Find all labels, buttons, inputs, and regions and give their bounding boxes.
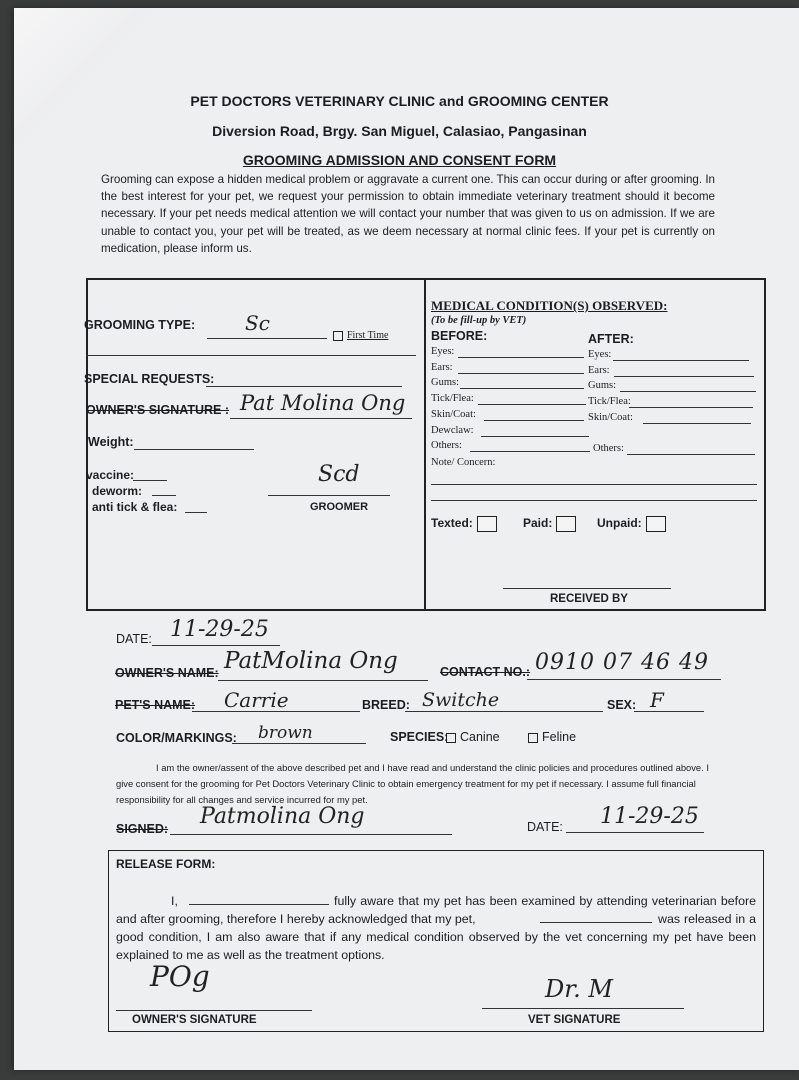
blank-line — [86, 355, 416, 356]
breed-line — [405, 711, 603, 712]
clinic-name: PET DOCTORS VETERINARY CLINIC and GROOMING CENTER — [190, 93, 609, 109]
sex-line — [634, 711, 704, 712]
clinic-address: Diversion Road, Brgy. San Miguel, Calasiao, Pangasinan — [212, 123, 587, 139]
after-item-label: Skin/Coat: — [588, 411, 633, 423]
after-item-label: Ears: — [588, 364, 610, 376]
texted-option[interactable] — [431, 516, 497, 532]
release-vet-line — [482, 1008, 684, 1009]
medical-title: MEDICAL CONDITION(S) OBSERVED: — [431, 298, 668, 313]
unpaid-checkbox[interactable] — [646, 516, 666, 532]
species-label: SPECIES: — [390, 730, 449, 744]
release-vet-signature-label: VET SIGNATURE — [528, 1014, 621, 1026]
release-i: I, — [171, 894, 178, 908]
release-title: RELEASE FORM: — [116, 857, 216, 871]
special-requests-label: SPECIAL REQUESTS: — [84, 372, 215, 386]
texted-checkbox[interactable] — [477, 516, 497, 532]
before-item-label: Others: — [431, 440, 462, 452]
before-item-line[interactable] — [481, 436, 589, 437]
paid-checkbox[interactable] — [556, 516, 576, 532]
consent-text: I am the owner/assent of the above described pet and I have read and understand the clinic policies and procedures outlined above. I give consent for the grooming for Pet Doctors Veterinary Clinic to obtain emergency treatment for my pet if necessary. I assume full financial responsibility for all changes and service incurred for my pet. — [116, 762, 709, 805]
before-item-label: Skin/Coat: — [431, 408, 476, 420]
first-time-checkbox[interactable] — [333, 331, 343, 341]
color-line — [232, 743, 366, 744]
date-line — [152, 645, 280, 646]
feline-label: Feline — [542, 730, 577, 744]
color-label: COLOR/MARKINGS: — [116, 731, 237, 745]
before-item-line[interactable] — [460, 388, 584, 389]
after-item-label: Others: — [593, 443, 624, 454]
before-item-label: Tick/Flea: — [431, 393, 474, 405]
owner-signature-label: OWNER'S SIGNATURE : — [86, 403, 230, 417]
medical-subtitle: (To be fill-up by VET) — [431, 315, 527, 326]
weight-label: Weight: — [88, 435, 134, 449]
after-item-line[interactable] — [614, 376, 754, 377]
canine-checkbox[interactable] — [446, 733, 456, 743]
after-item-line[interactable] — [613, 360, 749, 361]
owner-name-line — [218, 680, 428, 681]
breed-label: BREED: — [362, 698, 410, 712]
signed-line — [170, 834, 452, 835]
panel-divider — [424, 279, 426, 610]
special-requests-line[interactable] — [206, 386, 402, 387]
date-value[interactable]: 11-29-25 — [170, 617, 269, 642]
sex-label: SEX: — [607, 698, 637, 712]
owner-signature-line — [230, 418, 412, 419]
date-label: DATE: — [116, 632, 152, 646]
signed-value[interactable]: Patmolina Ong — [200, 804, 365, 829]
before-item-label: Gums: — [431, 377, 460, 389]
consent-date-line — [566, 832, 704, 833]
first-time-label: First Time — [347, 330, 389, 341]
before-item-line[interactable] — [458, 373, 584, 374]
first-time-option[interactable] — [333, 330, 388, 341]
after-item-label: Eyes: — [588, 349, 612, 360]
before-label: BEFORE: — [431, 329, 488, 343]
feline-checkbox[interactable] — [528, 733, 538, 743]
deworm-label: deworm: — [92, 484, 143, 498]
owner-name-label: OWNER'S NAME: — [115, 666, 219, 680]
paid-option[interactable] — [523, 516, 576, 532]
note-line-2[interactable] — [431, 500, 757, 501]
canine-option[interactable] — [446, 730, 500, 744]
unpaid-option[interactable] — [597, 516, 666, 532]
contact-line — [527, 679, 721, 680]
before-item-line[interactable] — [484, 420, 584, 421]
received-by-line[interactable] — [503, 588, 671, 589]
pet-name-value[interactable]: Carrie — [224, 688, 289, 712]
groomer-signature-value[interactable]: Scd — [318, 462, 360, 487]
deworm-line[interactable] — [152, 495, 176, 496]
contact-value[interactable]: 0910 07 46 49 — [535, 650, 709, 675]
canine-label: Canine — [460, 730, 500, 744]
after-item-line[interactable] — [627, 454, 755, 455]
release-owner-line — [116, 1010, 312, 1011]
release-owner-signature-value[interactable]: POg — [150, 960, 210, 993]
note-label: Note/ Concern: — [431, 457, 496, 468]
consent-date-label: DATE: — [527, 820, 563, 834]
weight-line[interactable] — [134, 449, 254, 450]
intro-paragraph: Grooming can expose a hidden medical problem or aggravate a current one. This can occur during or after grooming. In the best interest for your pet, we request your permission to obtain immediate veterinary treatment should it become necessary. If your pet needs medical attention we will contact your number that was given to us on admission. If we are unable to contact you, your pet will be treated, as we deem necessary at normal clinic fees. If your pet is currently on medication, please inform us. — [101, 173, 715, 255]
note-line-1[interactable] — [431, 484, 757, 485]
after-item-label: Gums: — [588, 380, 617, 392]
owner-signature-value[interactable]: Pat Molina Ong — [240, 391, 406, 415]
paid-label: Paid: — [523, 516, 553, 531]
pet-name-label: PET'S NAME: — [115, 698, 196, 712]
vaccine-label: vaccine: — [86, 468, 135, 482]
grooming-type-label: GROOMING TYPE: — [84, 318, 196, 332]
after-item-line[interactable] — [620, 391, 756, 392]
before-item-label: Eyes: — [431, 346, 455, 357]
before-item-label: Dewclaw: — [431, 424, 474, 436]
before-item-line[interactable] — [478, 404, 586, 405]
groomer-signature-line — [268, 495, 390, 496]
sex-value[interactable]: F — [650, 688, 664, 712]
breed-value[interactable]: Switche — [422, 689, 500, 711]
received-by-label: RECEIVED BY — [550, 593, 628, 605]
antitick-line[interactable] — [185, 512, 207, 513]
release-owner-signature-label: OWNER'S SIGNATURE — [132, 1014, 257, 1026]
grooming-type-value[interactable]: Sc — [245, 311, 270, 335]
unpaid-label: Unpaid: — [597, 516, 642, 531]
vaccine-line[interactable] — [133, 480, 167, 481]
before-item-line[interactable] — [458, 357, 584, 358]
consent-date-value[interactable]: 11-29-25 — [600, 804, 699, 829]
grooming-type-line — [207, 338, 327, 339]
after-item-label: Tick/Flea: — [588, 396, 631, 408]
contact-label: CONTACT NO.: — [440, 665, 531, 679]
after-label: AFTER: — [588, 332, 634, 346]
release-text-2: was released in a good condition, I am also aware that if any medical condition observed by the vet concerning my pet have been explained to me as well as the treatment options. — [116, 912, 756, 962]
signed-label: SIGNED: — [116, 822, 169, 836]
before-item-label: Ears: — [431, 361, 453, 373]
after-item-line[interactable] — [643, 423, 751, 424]
color-value[interactable]: brown — [258, 723, 313, 743]
owner-name-value[interactable]: PatMolina Ong — [224, 648, 398, 674]
release-vet-signature-value[interactable]: Dr. M — [545, 975, 613, 1003]
groomer-label: GROOMER — [310, 501, 369, 513]
feline-option[interactable] — [528, 730, 576, 744]
release-text-1: fully aware that my pet has been examined by attending veterinarian before and after grooming, therefore I hereby acknowledged that my pet, — [116, 894, 756, 926]
form-title: GROOMING ADMISSION AND CONSENT FORM — [242, 152, 557, 168]
after-item-line[interactable] — [629, 407, 753, 408]
antitick-label: anti tick & flea: — [92, 500, 178, 514]
texted-label: Texted: — [431, 516, 473, 531]
before-item-line[interactable] — [470, 451, 590, 452]
